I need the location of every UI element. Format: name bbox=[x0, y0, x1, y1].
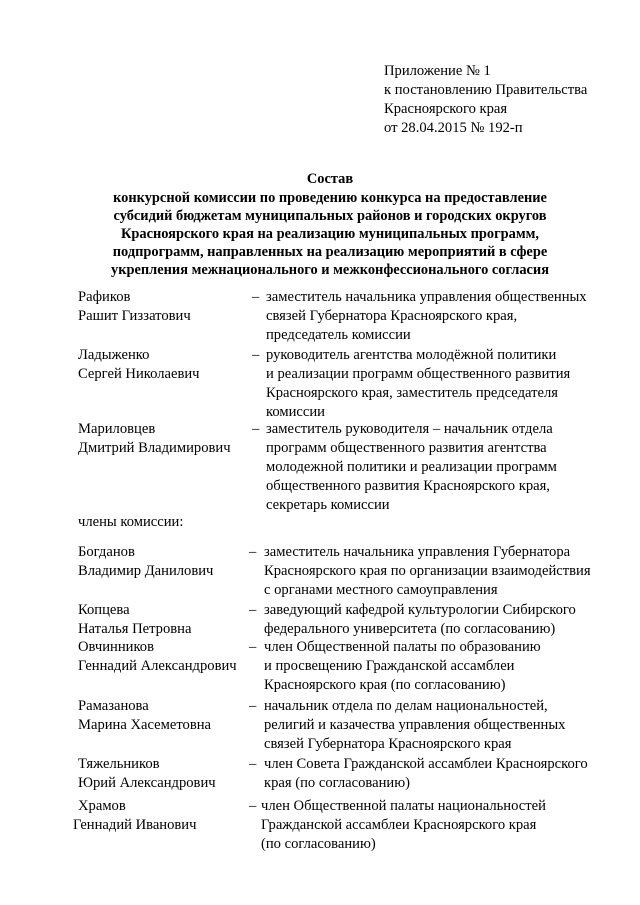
member-surname: Мариловцев bbox=[78, 421, 156, 437]
member-surname: Копцева bbox=[78, 602, 130, 618]
appendix-line: от 28.04.2015 № 192-п bbox=[384, 120, 523, 136]
role-line: секретарь комиссии bbox=[266, 497, 390, 513]
dash-separator: – bbox=[249, 756, 257, 772]
dash-separator: – bbox=[252, 421, 260, 437]
title-line: Состав bbox=[306, 171, 354, 187]
role-line: и просвещению Гражданской ассамблеи bbox=[264, 658, 515, 674]
role-line: председатель комиссии bbox=[266, 327, 411, 343]
dash-separator: – bbox=[252, 289, 260, 305]
title-line: подпрограмм, направленных на реализацию мероприятий в сфере bbox=[112, 244, 548, 260]
role-line: и реализации программ общественного развития bbox=[266, 366, 571, 382]
member-given-names: Владимир Данилович bbox=[78, 563, 214, 579]
member-role bbox=[264, 543, 591, 600]
role-line: заместитель начальника управления Губернатора bbox=[264, 544, 571, 560]
member-role bbox=[264, 697, 565, 754]
role-line: начальник отдела по делам национальностей, bbox=[264, 698, 548, 714]
role-line: общественного развития Красноярского края, bbox=[266, 478, 550, 494]
role-line: молодежной политики и реализации программ bbox=[266, 459, 557, 475]
title-line: Красноярского края на реализацию муниципальных программ, bbox=[120, 226, 540, 242]
member-given-names: Дмитрий Владимирович bbox=[78, 440, 231, 456]
member-given-names: Марина Хасеметовна bbox=[78, 717, 212, 733]
role-line: Красноярского края, заместитель председателя bbox=[266, 385, 558, 401]
member-surname: Рафиков bbox=[78, 289, 131, 305]
member-given-names: Рашит Гиззатович bbox=[78, 308, 191, 324]
role-line: заведующий кафедрой культурологии Сибирского bbox=[264, 602, 576, 618]
role-line: края (по согласованию) bbox=[264, 775, 410, 791]
title-line: субсидий бюджетам муниципальных районов и городских округов bbox=[113, 208, 547, 224]
role-line: член Общественной палаты по образованию bbox=[264, 639, 541, 655]
dash-separator: – bbox=[249, 602, 257, 618]
member-role bbox=[264, 755, 588, 793]
member-given-names: Геннадий Иванович bbox=[73, 817, 197, 833]
role-line: связей Губернатора Красноярского края bbox=[264, 736, 512, 752]
member-surname: Богданов bbox=[78, 544, 135, 560]
member-given-names: Геннадий Александрович bbox=[78, 658, 237, 674]
role-line: Красноярского края по организации взаимодействия bbox=[264, 563, 591, 579]
member-surname: Рамазанова bbox=[78, 698, 149, 714]
title-line: укрепления межнационального и межконфессионального согласия bbox=[111, 262, 549, 278]
role-line: Гражданской ассамблеи Красноярского края bbox=[261, 817, 537, 833]
role-line: руководитель агентства молодёжной политики bbox=[266, 347, 557, 363]
role-line: федерального университета (по согласованию) bbox=[264, 621, 556, 637]
members-section-label: члены комиссии: bbox=[78, 514, 184, 530]
role-line: религий и казачества управления общественных bbox=[264, 717, 566, 733]
member-role bbox=[261, 797, 546, 854]
dash-separator: – bbox=[249, 698, 257, 714]
dash-separator: – bbox=[249, 798, 257, 814]
member-role bbox=[264, 638, 541, 695]
member-role bbox=[266, 346, 570, 422]
role-line: член Совета Гражданской ассамблеи Красноярского bbox=[264, 756, 588, 772]
appendix-line: к постановлению Правительства bbox=[384, 82, 588, 98]
title-line: конкурсной комиссии по проведению конкурса на предоставление bbox=[113, 190, 547, 206]
role-line: (по согласованию) bbox=[261, 836, 376, 852]
member-surname: Храмов bbox=[78, 798, 126, 814]
role-line: член Общественной палаты национальностей bbox=[261, 798, 546, 814]
role-line: заместитель руководителя – начальник отдела bbox=[266, 421, 553, 437]
role-line: с органами местного самоуправления bbox=[264, 582, 498, 598]
member-role bbox=[266, 288, 587, 345]
dash-separator: – bbox=[252, 347, 260, 363]
member-surname: Ладыженко bbox=[78, 347, 150, 363]
appendix-line: Красноярского края bbox=[384, 101, 508, 117]
member-given-names: Наталья Петровна bbox=[78, 621, 192, 637]
dash-separator: – bbox=[249, 544, 257, 560]
member-surname: Овчинников bbox=[78, 639, 154, 655]
appendix-line: Приложение № 1 bbox=[384, 63, 491, 79]
member-role bbox=[266, 420, 557, 515]
role-line: программ общественного развития агентства bbox=[266, 440, 547, 456]
role-line: комиссии bbox=[266, 404, 325, 420]
dash-separator: – bbox=[249, 639, 257, 655]
role-line: заместитель начальника управления общественных bbox=[266, 289, 587, 305]
member-surname: Тяжельников bbox=[78, 756, 160, 772]
member-given-names: Сергей Николаевич bbox=[78, 366, 200, 382]
member-given-names: Юрий Александрович bbox=[78, 775, 216, 791]
role-line: связей Губернатора Красноярского края, bbox=[266, 308, 518, 324]
member-role bbox=[264, 601, 576, 639]
role-line: Красноярского края (по согласованию) bbox=[264, 677, 506, 693]
